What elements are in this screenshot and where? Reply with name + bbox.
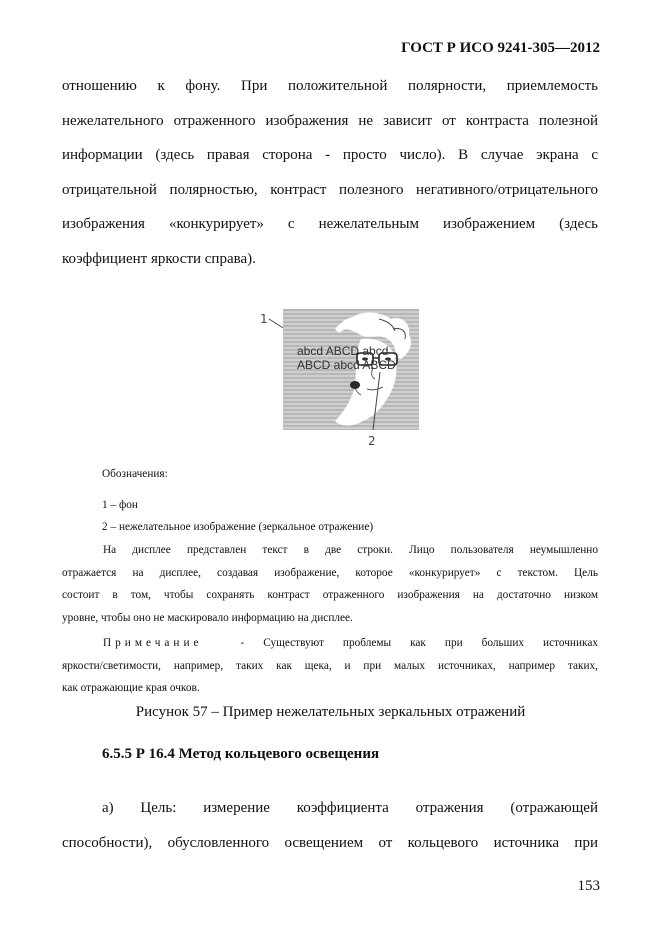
paragraph-line: нежелательного отраженного изображения не зависит от контраста полезной — [62, 112, 598, 129]
paragraph-line: коэффициент яркости справа). — [62, 250, 256, 267]
page-number: 153 — [577, 878, 600, 894]
intro-paragraph — [62, 69, 598, 277]
paragraph-line: информации (здесь правая сторона - просто число). В случае экрана с — [62, 147, 598, 164]
paragraph-line: отношению к фону. При положительной полярности, приемлемость — [62, 78, 598, 94]
leader-line-2 — [370, 370, 384, 432]
figure-label-2: 2 — [368, 434, 376, 448]
description-line: состоит в том, чтобы сохранять контраст отраженного изображения на достаточно низком — [62, 589, 598, 601]
note-first-line — [62, 632, 598, 655]
note-line: как отражающие края очков. — [62, 682, 200, 694]
figure-caption: Рисунок 57 – Пример нежелательных зеркальных отражений — [135, 704, 526, 720]
section-paragraph — [62, 791, 598, 861]
document-header: ГОСТ Р ИСО 9241-305—2012 — [401, 40, 600, 56]
figure-note — [62, 632, 598, 700]
paragraph-line: а) Цель: измерение коэффициента отражения (отражающей — [102, 800, 598, 816]
section-heading: 6.5.5 Р 16.4 Метод кольцевого освещения — [102, 746, 380, 762]
display-text-line-2: ABCD abcd ABCD — [297, 358, 396, 372]
note-label: Примечание — [103, 637, 203, 649]
legend-item-1: 1 – фон — [102, 499, 138, 511]
description-line: уровне, чтобы оно не маскировало информацию на дисплее. — [62, 611, 353, 624]
reflection-illustration — [283, 309, 419, 430]
note-line: яркости/светимости, например, таких как щека, и при малых источниках, например таких, — [62, 659, 598, 672]
paragraph-line: отрицательной полярностью, контраст полезного негативного/отрицательного — [62, 181, 598, 198]
description-line: отражается на дисплее, создавая изображение, которое «конкурирует» с текстом. Цель — [62, 566, 598, 579]
figure-description — [62, 539, 598, 629]
legend-heading: Обозначения: — [102, 468, 168, 480]
figure-label-1: 1 — [260, 312, 268, 326]
paragraph-line: изображения «конкурирует» с нежелательным изображением (здесь — [62, 216, 598, 233]
description-line: На дисплее представлен текст в две строки. Лицо пользователя неумышленно — [103, 544, 598, 556]
display-text-line-1: abcd ABCD abcd — [297, 344, 389, 358]
note-text: - Существуют проблемы как при больших источниках — [240, 637, 598, 649]
legend-item-2: 2 – нежелательное изображение (зеркальное отражение) — [102, 521, 374, 533]
paragraph-line: способности), обусловленного освещением от кольцевого источника при — [62, 835, 598, 851]
